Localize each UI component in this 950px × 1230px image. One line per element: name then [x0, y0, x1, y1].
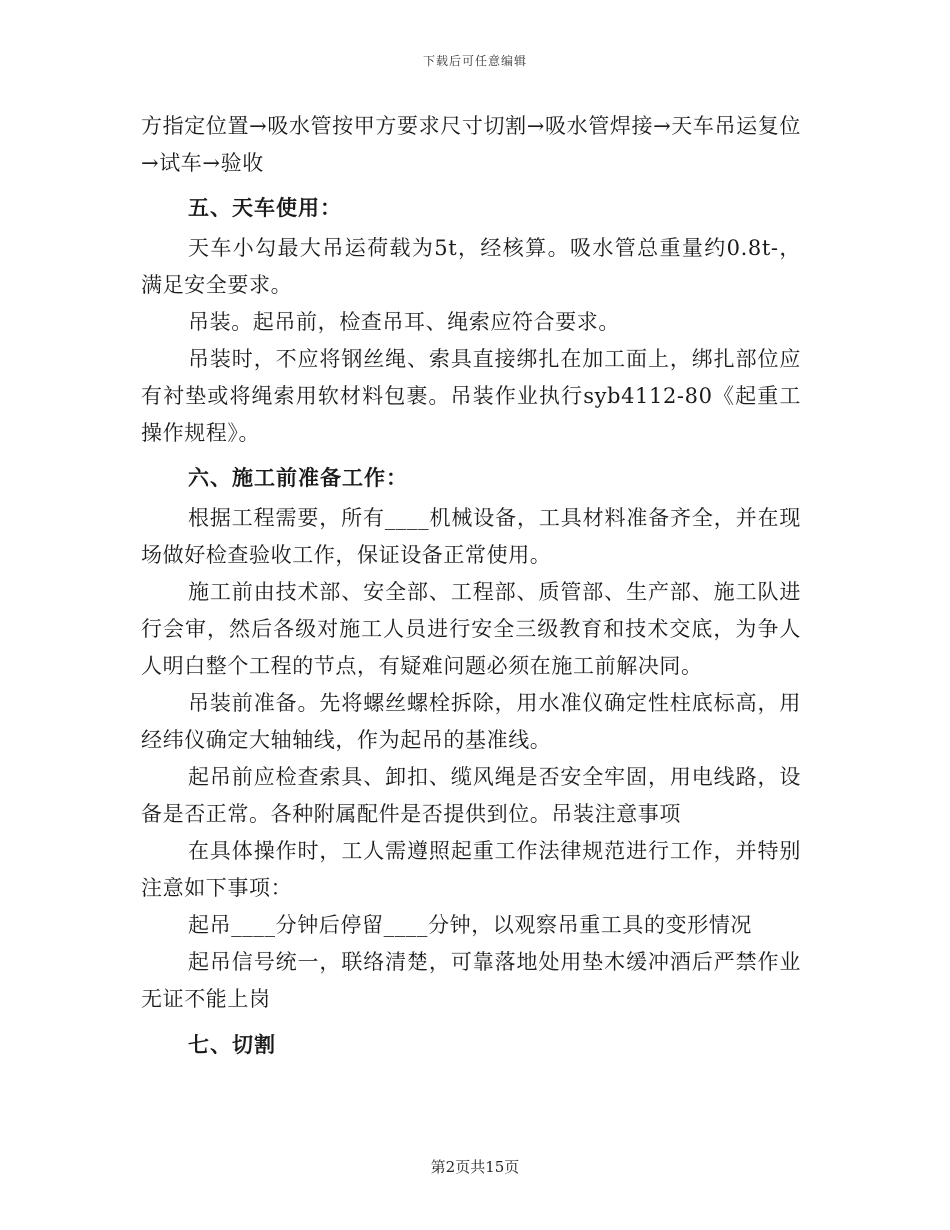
paragraph: 天车小勾最大吊运荷载为5t，经核算。吸水管总重量约0.8t-，满足安全要求。 [141, 236, 801, 297]
section-heading-6: 六、施工前准备工作： [188, 465, 408, 490]
page-header: 下载后可任意编辑 [422, 54, 527, 68]
paragraph: 在具体操作时，工人需遵照起重工作法律规范进行工作，并特别注意如下事项： [141, 839, 801, 900]
paragraph: 根据工程需要，所有____机械设备，工具材料准备齐全，并在现场做好检查验收工作，保证设备正常使用。 [141, 506, 801, 567]
section-heading-7: 七、切割 [188, 1032, 276, 1057]
paragraph: 起吊信号统一，联络清楚，可靠落地处用垫木缓冲酒后严禁作业无证不能上岗 [141, 950, 801, 1011]
paragraph: 吊装前准备。先将螺丝螺栓拆除，用水准仪确定性柱底标高，用经纬仪确定大轴轴线，作为起吊的基准线。 [141, 691, 801, 752]
section-heading-5: 五、天车使用： [188, 195, 342, 220]
paragraph: 吊装时，不应将钢丝绳、索具直接绑扎在加工面上，绑扎部位应有衬垫或将绳索用软材料包裹。吊装作业执行syb4112-80《起重工操作规程》。 [141, 347, 801, 445]
paragraph-continuation: 方指定位置→吸水管按甲方要求尺寸切割→吸水管焊接→天车吊运复位→试车→验收 [141, 114, 801, 175]
document-body [141, 108, 801, 1067]
paragraph: 起吊前应检查索具、卸扣、缆风绳是否安全牢固，用电线路，设备是否正常。各种附属配件是否提供到位。吊装注意事项 [141, 765, 801, 826]
page-number: 第2页共15页 [430, 1158, 520, 1176]
paragraph: 起吊____分钟后停留____分钟，以观察吊重工具的变形情况 [188, 913, 752, 937]
paragraph: 吊装。起吊前，检查吊耳、绳索应符合要求。 [188, 310, 620, 334]
paragraph: 施工前由技术部、安全部、工程部、质管部、生产部、施工队进行会审，然后各级对施工人员进行安全三级教育和技术交底，为争人人明白整个工程的节点，有疑难问题必须在施工前解决同。 [141, 580, 801, 678]
